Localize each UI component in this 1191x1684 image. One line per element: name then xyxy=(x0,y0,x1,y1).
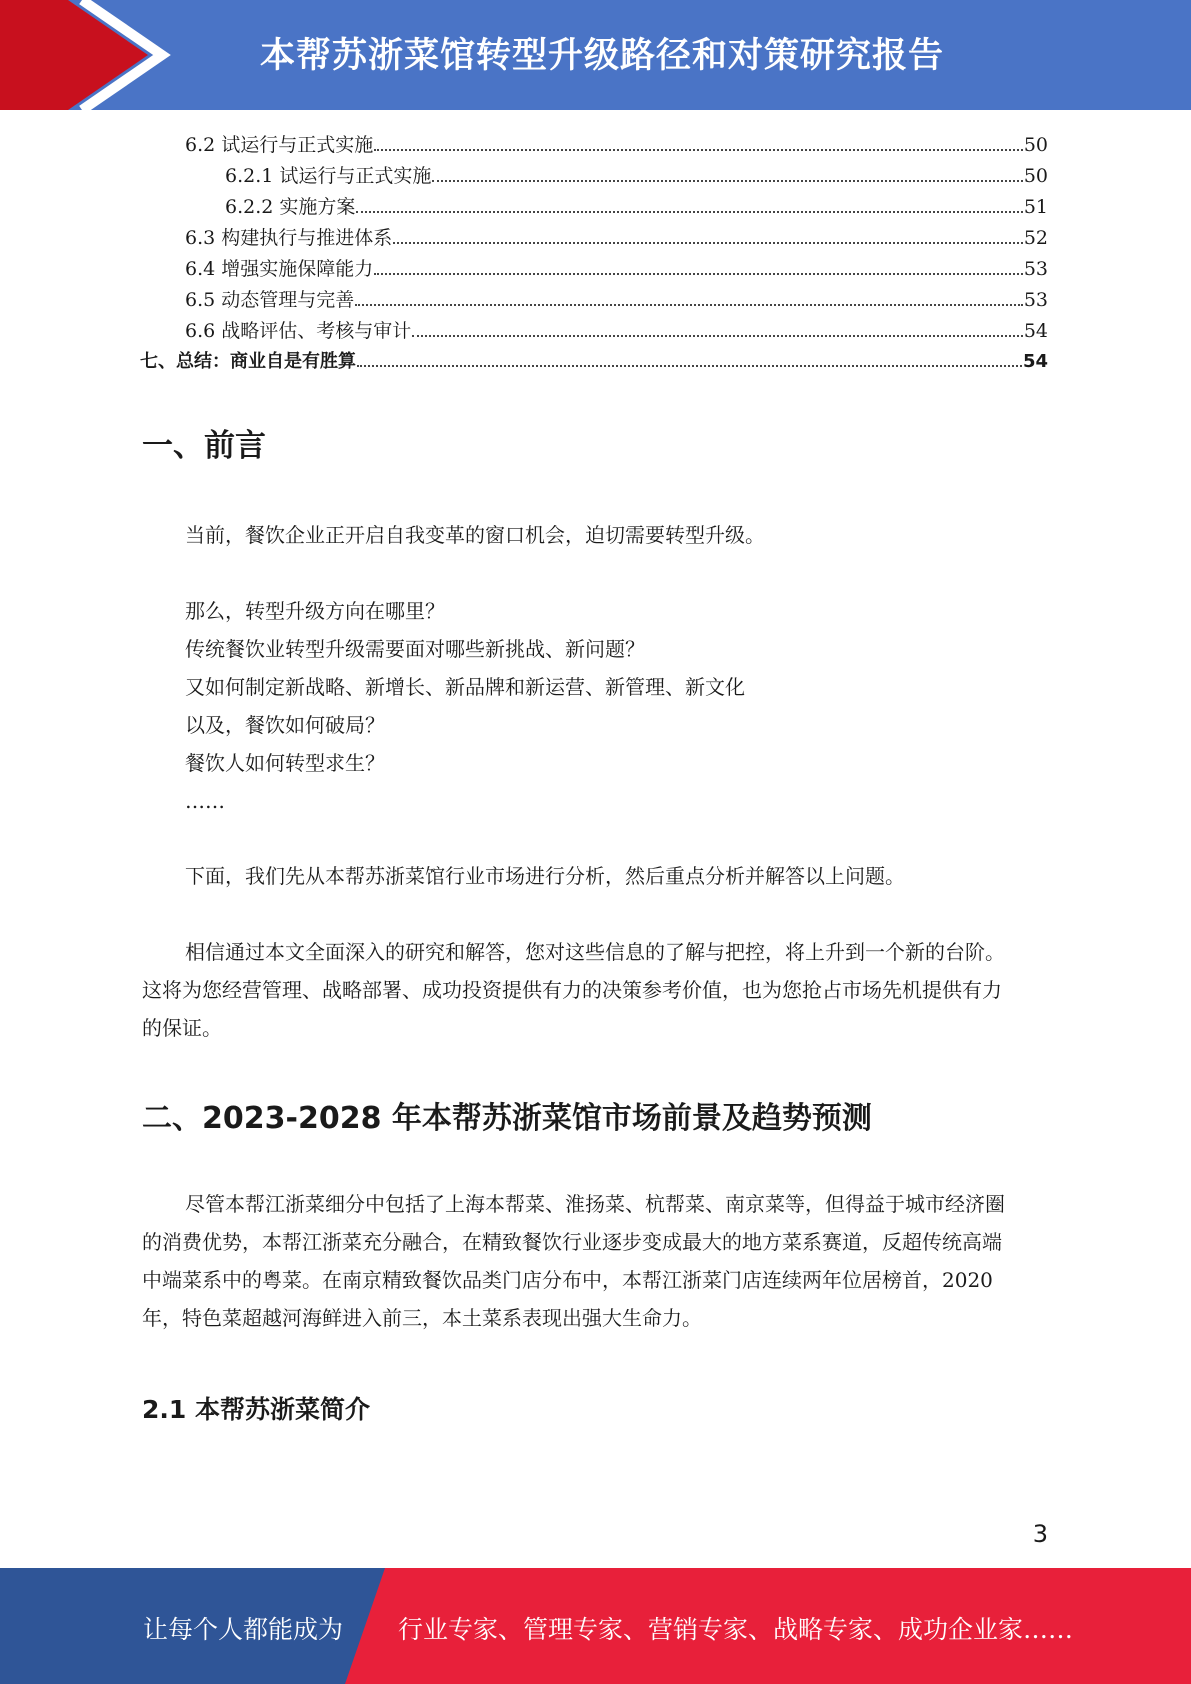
question-list xyxy=(185,592,745,820)
toc-entry-page: 54 xyxy=(1022,351,1048,372)
toc-entry-page: 50 xyxy=(1023,165,1048,187)
ellipsis-line: …… xyxy=(185,789,225,813)
toc-entry-page: 51 xyxy=(1023,196,1048,218)
footer-slogan-left: 让每个人都能成为 xyxy=(143,1615,344,1644)
page-header xyxy=(0,0,1191,110)
paragraph-current xyxy=(185,516,765,554)
paragraph-believe xyxy=(142,933,1052,1047)
header-title: 本帮苏浙菜馆转型升级路径和对策研究报告 xyxy=(260,36,945,76)
toc-leader-dots xyxy=(357,350,1022,367)
header-red-chevron xyxy=(0,0,148,110)
question-line: 以及，餐饮如何破局？ xyxy=(185,713,385,737)
toc-leader-dots xyxy=(432,165,1022,182)
toc-leader-dots xyxy=(374,258,1023,275)
toc-entry-page: 53 xyxy=(1023,258,1048,280)
toc-entry-page: 52 xyxy=(1023,227,1048,249)
paragraph-line: 的消费优势，本帮江浙菜充分融合，在精致餐饮行业逐步变成最大的地方菜系赛道，反超传统高端 xyxy=(142,1230,1002,1254)
toc-entry[interactable] xyxy=(140,254,1048,285)
toc-entry[interactable] xyxy=(140,316,1048,347)
paragraph-line: 相信通过本文全面深入的研究和解答，您对这些信息的了解与把控，将上升到一个新的台阶。 xyxy=(185,940,1005,964)
page-footer xyxy=(0,1568,1191,1684)
question-line: 传统餐饮业转型升级需要面对哪些新挑战、新问题？ xyxy=(185,637,645,661)
toc-leader-dots xyxy=(393,227,1023,244)
toc-entry-label: 6.6 战略评估、考核与审计 xyxy=(185,320,412,342)
paragraph-line: 这将为您经营管理、战略部署、成功投资提供有力的决策参考价值，也为您抢占市场先机提供有力 xyxy=(142,978,1002,1002)
toc-entry[interactable] xyxy=(140,130,1048,161)
section-heading-preface: 一、前言 xyxy=(142,428,266,464)
toc-entry[interactable] xyxy=(140,285,1048,316)
toc-entry[interactable] xyxy=(140,192,1048,223)
toc-entry-label: 6.5 动态管理与完善 xyxy=(185,289,355,311)
toc-entry[interactable] xyxy=(140,347,1048,378)
toc-leader-dots xyxy=(412,320,1023,337)
toc-leader-dots xyxy=(356,196,1022,213)
paragraph-line: 尽管本帮江浙菜细分中包括了上海本帮菜、淮扬菜、杭帮菜、南京菜等，但得益于城市经济圈 xyxy=(185,1192,1005,1216)
toc-entry-label: 6.2.1 试运行与正式实施 xyxy=(225,165,432,187)
toc-entry-page: 54 xyxy=(1023,320,1048,342)
paragraph-line: 中端菜系中的粤菜。在南京精致餐饮品类门店分布中，本帮江浙菜门店连续两年位居榜首，2020 xyxy=(142,1268,993,1292)
paragraph-line: 的保证。 xyxy=(142,1016,222,1040)
subsection-heading: 2.1 本帮苏浙菜简介 xyxy=(142,1395,370,1424)
table-of-contents xyxy=(140,130,1048,378)
paragraph-line: 年，特色菜超越河海鲜进入前三，本土菜系表现出强大生命力。 xyxy=(142,1306,702,1330)
toc-entry-page: 50 xyxy=(1023,134,1048,156)
toc-leader-dots xyxy=(355,289,1023,306)
footer-slogan-right: 行业专家、管理专家、营销专家、战略专家、成功企业家…… xyxy=(398,1615,1074,1644)
section-heading-market: 二、2023-2028 年本帮苏浙菜馆市场前景及趋势预测 xyxy=(142,1101,872,1136)
question-line: 又如何制定新战略、新增长、新品牌和新运营、新管理、新文化 xyxy=(185,675,745,699)
page-number: 3 xyxy=(1032,1520,1048,1548)
toc-entry-label: 七、总结：商业自是有胜算 xyxy=(140,351,356,372)
toc-entry-label: 6.2.2 实施方案 xyxy=(225,196,356,218)
paragraph-below xyxy=(185,857,905,895)
toc-entry[interactable] xyxy=(140,161,1048,192)
question-line: 那么，转型升级方向在哪里？ xyxy=(185,599,445,623)
toc-entry-page: 53 xyxy=(1023,289,1048,311)
question-line: 餐饮人如何转型求生？ xyxy=(185,751,385,775)
paragraph-line: 当前，餐饮企业正开启自我变革的窗口机会，迫切需要转型升级。 xyxy=(185,523,765,547)
paragraph-line: 下面，我们先从本帮苏浙菜馆行业市场进行分析，然后重点分析并解答以上问题。 xyxy=(185,864,905,888)
toc-entry-label: 6.4 增强实施保障能力 xyxy=(185,258,374,280)
toc-entry[interactable] xyxy=(140,223,1048,254)
paragraph-market xyxy=(142,1185,1052,1337)
toc-entry-label: 6.3 构建执行与推进体系 xyxy=(185,227,393,249)
toc-entry-label: 6.2 试运行与正式实施 xyxy=(185,134,374,156)
toc-leader-dots xyxy=(374,134,1023,151)
